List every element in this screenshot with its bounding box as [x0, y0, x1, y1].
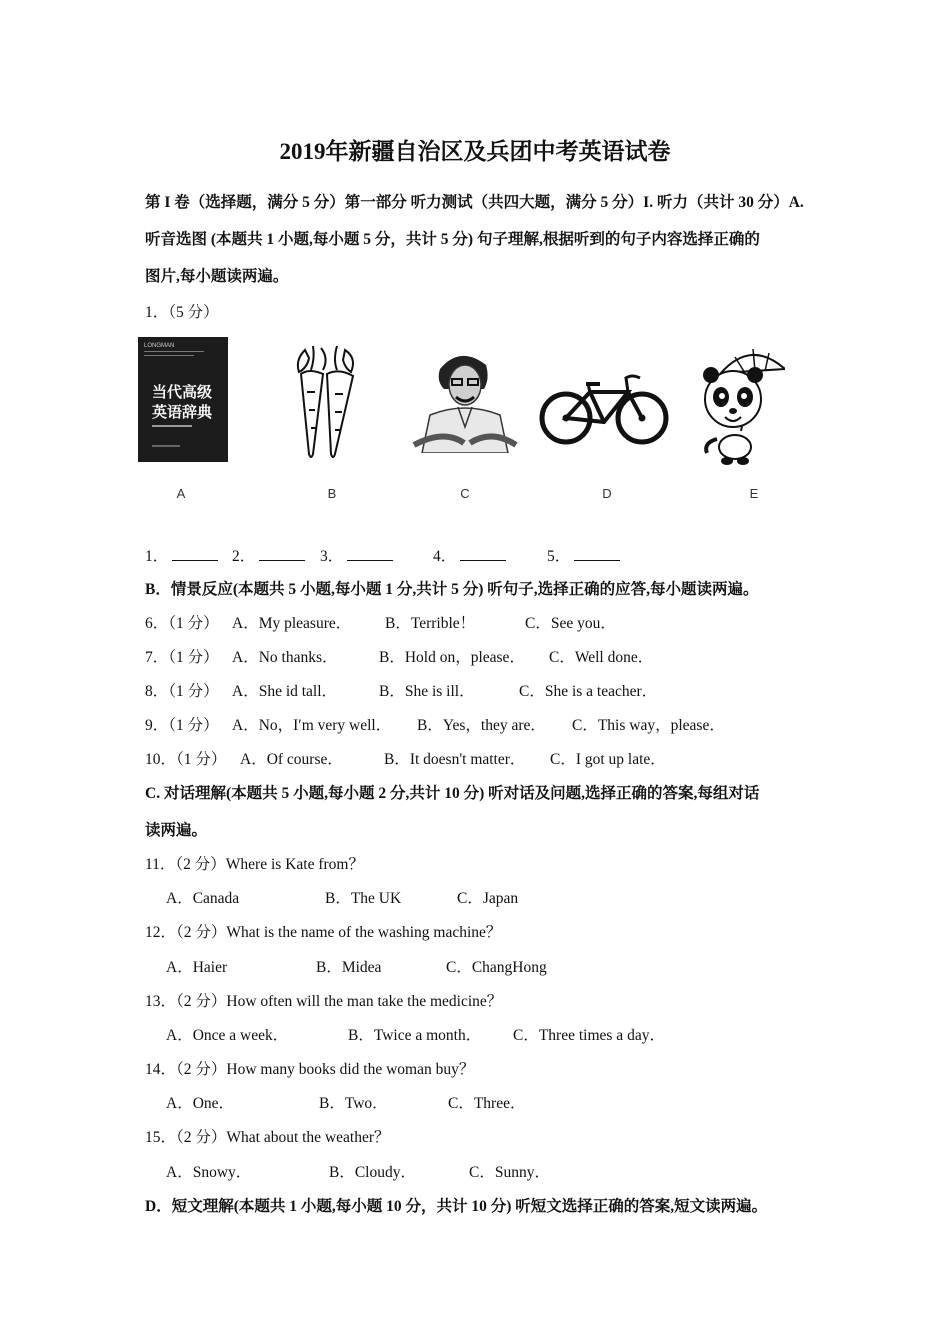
q10-option-c[interactable]: C．I got up late．: [550, 751, 666, 768]
blank-4[interactable]: 4．: [433, 544, 506, 566]
doctor-picture: [410, 345, 520, 453]
blank-5[interactable]: 5．: [547, 544, 620, 566]
q14-option-b[interactable]: B．Two．: [319, 1095, 388, 1112]
q13-option-a[interactable]: A．Once a week．: [166, 1027, 289, 1044]
blank-1[interactable]: 1．: [145, 544, 218, 566]
q9-option-b[interactable]: B．Yes，they are．: [417, 717, 546, 734]
question-10: 10．（1 分）: [145, 751, 227, 768]
panda-umbrella-picture: [695, 343, 785, 465]
q15-option-b[interactable]: B．Cloudy．: [329, 1164, 416, 1181]
q14-option-c[interactable]: C．Three．: [448, 1095, 526, 1112]
picture-label-d: D: [602, 486, 612, 501]
q12-option-b[interactable]: B．Midea: [316, 959, 382, 976]
q6-option-b[interactable]: B．Terrible！: [385, 615, 476, 632]
blank-3[interactable]: 3．: [320, 544, 393, 566]
picture-label-b: B: [327, 486, 337, 501]
intro-line-2: 听音选图 (本题共 1 小题,每小题 5 分，共计 5 分) 句子理解,根据听到的句子内容选择正确的: [145, 231, 760, 248]
q8-option-c[interactable]: C．She is a teacher．: [519, 683, 658, 700]
intro-line-1: 第 I 卷（选择题，满分 5 分）第一部分 听力测试（共四大题，满分 5 分）I. 听力（共计 30 分）A.: [145, 194, 804, 211]
q12-option-c[interactable]: C．ChangHong: [446, 959, 547, 976]
question-9: 9．（1 分）: [145, 717, 219, 734]
book-title-2: 英语辞典: [152, 403, 213, 421]
q11-option-c[interactable]: C．Japan: [457, 890, 519, 907]
dictionary-book-picture: [138, 337, 228, 462]
question-6: 6．（1 分）: [145, 615, 219, 632]
q15-option-c[interactable]: C．Sunny．: [469, 1164, 550, 1181]
q11-option-a[interactable]: A．Canada: [166, 890, 240, 907]
q6-option-c[interactable]: C．See you．: [525, 615, 616, 632]
q13-option-c[interactable]: C．Three times a day．: [513, 1027, 665, 1044]
intro-line-3: 图片,每小题读两遍。: [145, 268, 289, 285]
section-d-header: D．短文理解(本题共 1 小题,每小题 10 分，共计 10 分) 听短文选择正确的答案,短文读两遍。: [145, 1198, 768, 1215]
picture-label-a: A: [176, 486, 186, 501]
question-12: 12．（2 分）What is the name of the washing machine？: [145, 924, 502, 941]
q8-option-b[interactable]: B．She is ill．: [379, 683, 475, 700]
section-c-header-2: 读两遍。: [145, 822, 208, 839]
picture-label-c: C: [460, 486, 470, 501]
section-b-header: B．情景反应(本题共 5 小题,每小题 1 分,共计 5 分) 听句子,选择正确的应答,每小题读两遍。: [145, 581, 759, 598]
book-brand: LONGMAN: [144, 343, 175, 349]
question-11: 11．（2 分）Where is Kate from？: [145, 856, 364, 873]
q12-option-a[interactable]: A．Haier: [166, 959, 228, 976]
q9-option-a[interactable]: A．No，I′m very well．: [232, 717, 392, 734]
q11-option-b[interactable]: B．The UK: [325, 890, 402, 907]
blank-2[interactable]: 2．: [232, 544, 305, 566]
q15-option-a[interactable]: A．Snowy．: [166, 1164, 252, 1181]
page-title: 2019年新疆自治区及兵团中考英语试卷: [279, 139, 671, 164]
question-14: 14．（2 分）How many books did the woman buy？: [145, 1061, 475, 1078]
bicycle-picture: [538, 368, 670, 446]
question-15: 15．（2 分）What about the weather？: [145, 1129, 390, 1146]
q8-option-a[interactable]: A．She id tall．: [232, 683, 338, 700]
question-7: 7．（1 分）: [145, 649, 219, 666]
q7-option-a[interactable]: A．No thanks．: [232, 649, 338, 666]
q10-option-a[interactable]: A．Of course．: [240, 751, 343, 768]
picture-label-e: E: [749, 486, 759, 501]
q7-option-c[interactable]: C．Well done．: [549, 649, 654, 666]
q10-option-b[interactable]: B．It doesn't matter．: [384, 751, 526, 768]
q7-option-b[interactable]: B．Hold on，please．: [379, 649, 525, 666]
question-8: 8．（1 分）: [145, 683, 219, 700]
q13-option-b[interactable]: B．Twice a month．: [348, 1027, 482, 1044]
section-c-header-1: C. 对话理解(本题共 5 小题,每小题 2 分,共计 10 分) 听对话及问题,选择正确的答案,每组对话: [145, 785, 760, 802]
q1-label: 1．（5 分）: [145, 304, 219, 321]
q14-option-a[interactable]: A．One．: [166, 1095, 235, 1112]
question-13: 13．（2 分）How often will the man take the medicine？: [145, 993, 503, 1010]
q6-option-a[interactable]: A．My pleasure．: [232, 615, 352, 632]
q9-option-c[interactable]: C．This way，please．: [572, 717, 725, 734]
book-title-1: 当代高级: [152, 383, 213, 401]
carrots-picture: [285, 340, 365, 465]
